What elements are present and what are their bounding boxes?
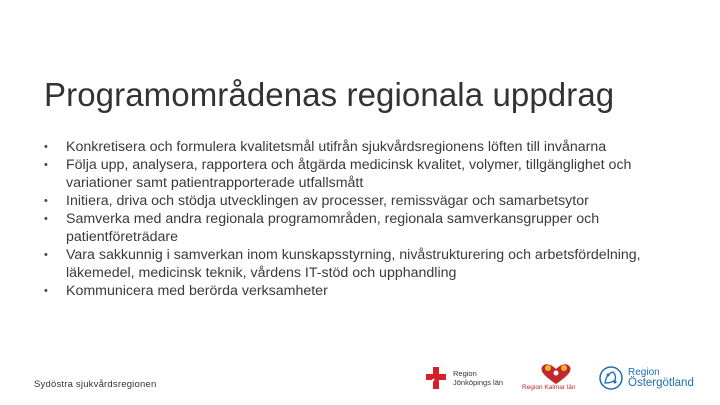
region-jonkoping-logo [424,362,516,394]
kalmar-logo-text: Region Kalmar län [522,384,576,391]
cross-icon [424,364,450,392]
bullet-text: Kommunicera med berörda verksamheter [66,283,328,299]
griffin-emblem-icon [598,365,624,391]
region-kalmar-logo [522,362,590,394]
bullet-dot: • [44,249,48,261]
region-ostergotland-logo [598,362,716,394]
bullet-item [45,246,695,282]
bullet-text: Följa upp, analysera, rapportera och åtgärda medicinsk kvalitet, volymer, tillgänglighet och variationer samt patientrapporterade utfallsmått [66,157,632,191]
bullet-dot: • [44,159,48,171]
bullet-item [45,138,695,156]
bullet-item [45,210,695,246]
ostergotland-logo-line2: Östergötland [628,377,694,389]
bullet-dot: • [44,285,48,297]
slide-title: Programområdenas regionala uppdrag [44,76,615,113]
footer-region-name: Sydöstra sjukvårdsregionen [34,379,157,390]
bullet-item [45,156,695,192]
jonkoping-logo-line2: Jönköpings län [453,378,504,387]
bullet-dot: • [44,195,48,207]
bullet-text: Konkretisera och formulera kvalitetsmål utifrån sjukvårdsregionens löften till invånarna [66,139,607,155]
heart-icon [522,362,590,386]
bullet-dot: • [44,141,48,153]
ostergotland-logo-line1: Region [628,367,660,378]
bullet-text: Samverka med andra regionala programområden, regionala samverkansgrupper och patientföreträdare [66,211,600,245]
bullet-item [45,192,695,210]
bullet-dot: • [44,213,48,225]
jonkoping-logo-line1: Region [453,369,477,378]
bullet-text: Initiera, driva och stödja utvecklingen av processer, remissvägar och samarbetsytor [66,193,589,209]
bullet-text: Vara sakkunnig i samverkan inom kunskapsstyrning, nivåstrukturering och arbetsfördelning, läkemedel, medicinsk teknik, vårdens IT-stöd och upphandling [66,247,641,281]
bullet-list [45,138,695,300]
bullet-item [45,282,695,300]
